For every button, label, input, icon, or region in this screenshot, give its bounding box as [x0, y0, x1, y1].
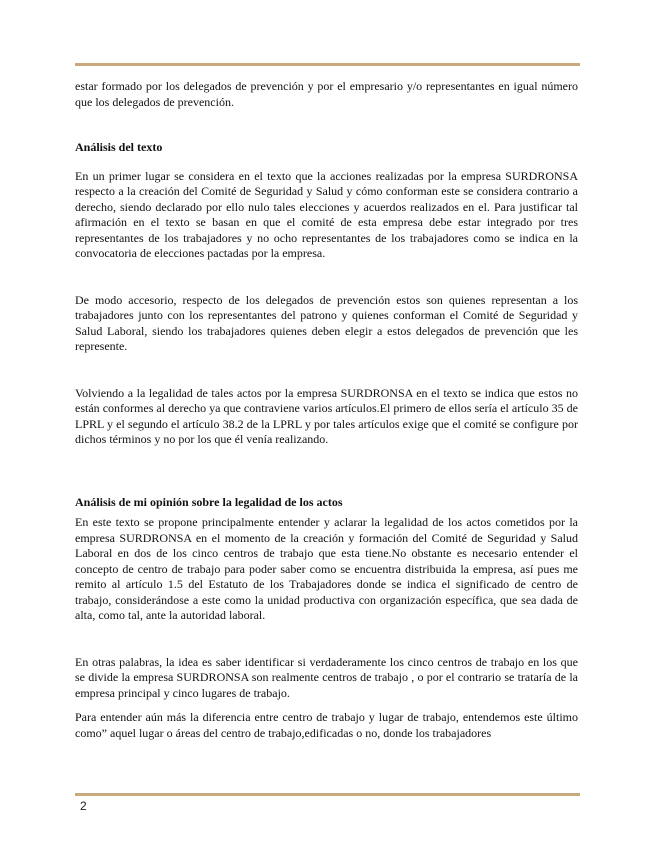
paragraph: En un primer lugar se considera en el texto que la acciones realizadas por la empresa SURDRONSA respecto a la creación del Comité de Seguridad y Salud y cómo conforman este se considera contrario a derecho, siendo declarado por ello nulo tales elecciones y acuerdos realizados en el. Para justificar tal afirmación en el texto se basan en que el comité de esta empresa debe estar integrado por tres representantes de los trabajadores y no ocho representantes de los trabajadores como se indica en la convocatoria de elecciones pactadas por la empresa.	[75, 168, 578, 260]
paragraph: En este texto se propone principalmente entender y aclarar la legalidad de los actos cometidos por la empresa SURDRONSA en el momento de la creación y formación del Comité de Seguridad y Salud Laboral en dos de los cinco centros de trabajo que esta tiene.No obstante es necesario entender el concepto de centro de trabajo para poder saber como se encuentra distribuida la empresa, así pues me remito al artículo 1.5 del Estatuto de los Trabajadores donde se indica el significado de centro de trabajo, considerándose a este como la unidad productiva con organización específica, que sea dada de alta, como tal, ante la autoridad laboral.	[75, 515, 578, 622]
page-number: 2	[80, 799, 87, 813]
intro-paragraph: estar formado por los delegados de prevención y por el empresario y/o representantes en igual número que los delegados de prevención.	[75, 79, 578, 109]
section-heading-analisis-texto: Análisis del texto	[75, 140, 163, 154]
paragraph: De modo accesorio, respecto de los delegados de prevención estos son quienes representan a los trabajadores junto con los representantes del patrono y quienes conforman el Comité de Seguridad y Salud Laboral, siendo los trabajadores quienes deben elegir a estos delegados de prevención que les represente.	[75, 292, 578, 353]
section-heading-analisis-opinion: Análisis de mi opinión sobre la legalidad de los actos	[75, 494, 343, 509]
document-body	[75, 79, 578, 741]
paragraph: En otras palabras, la idea es saber identificar si verdaderamente los cinco centros de trabajo en los que se divide la empresa SURDRONSA son realmente centros de trabajo , o por el contrario se trataría de la empresa principal y cinco lugares de trabajo.	[75, 654, 578, 700]
header-rule	[75, 63, 580, 66]
paragraph: Volviendo a la legalidad de tales actos por la empresa SURDRONSA en el texto se indica que estos no están conformes al derecho ya que contraviene varios artículos.El primero de ellos sería el artículo 35 de LPRL y el segundo el artículo 38.2 de la LPRL y por tales artículos exige que el comité se configure por dichos términos y no por los que él venía realizando.	[75, 385, 578, 446]
footer-rule	[75, 793, 580, 796]
paragraph: Para entender aún más la diferencia entre centro de trabajo y lugar de trabajo, entendemos este último como” aquel lugar o áreas del centro de trabajo,edificadas o no, donde los trabajadores	[75, 710, 578, 740]
